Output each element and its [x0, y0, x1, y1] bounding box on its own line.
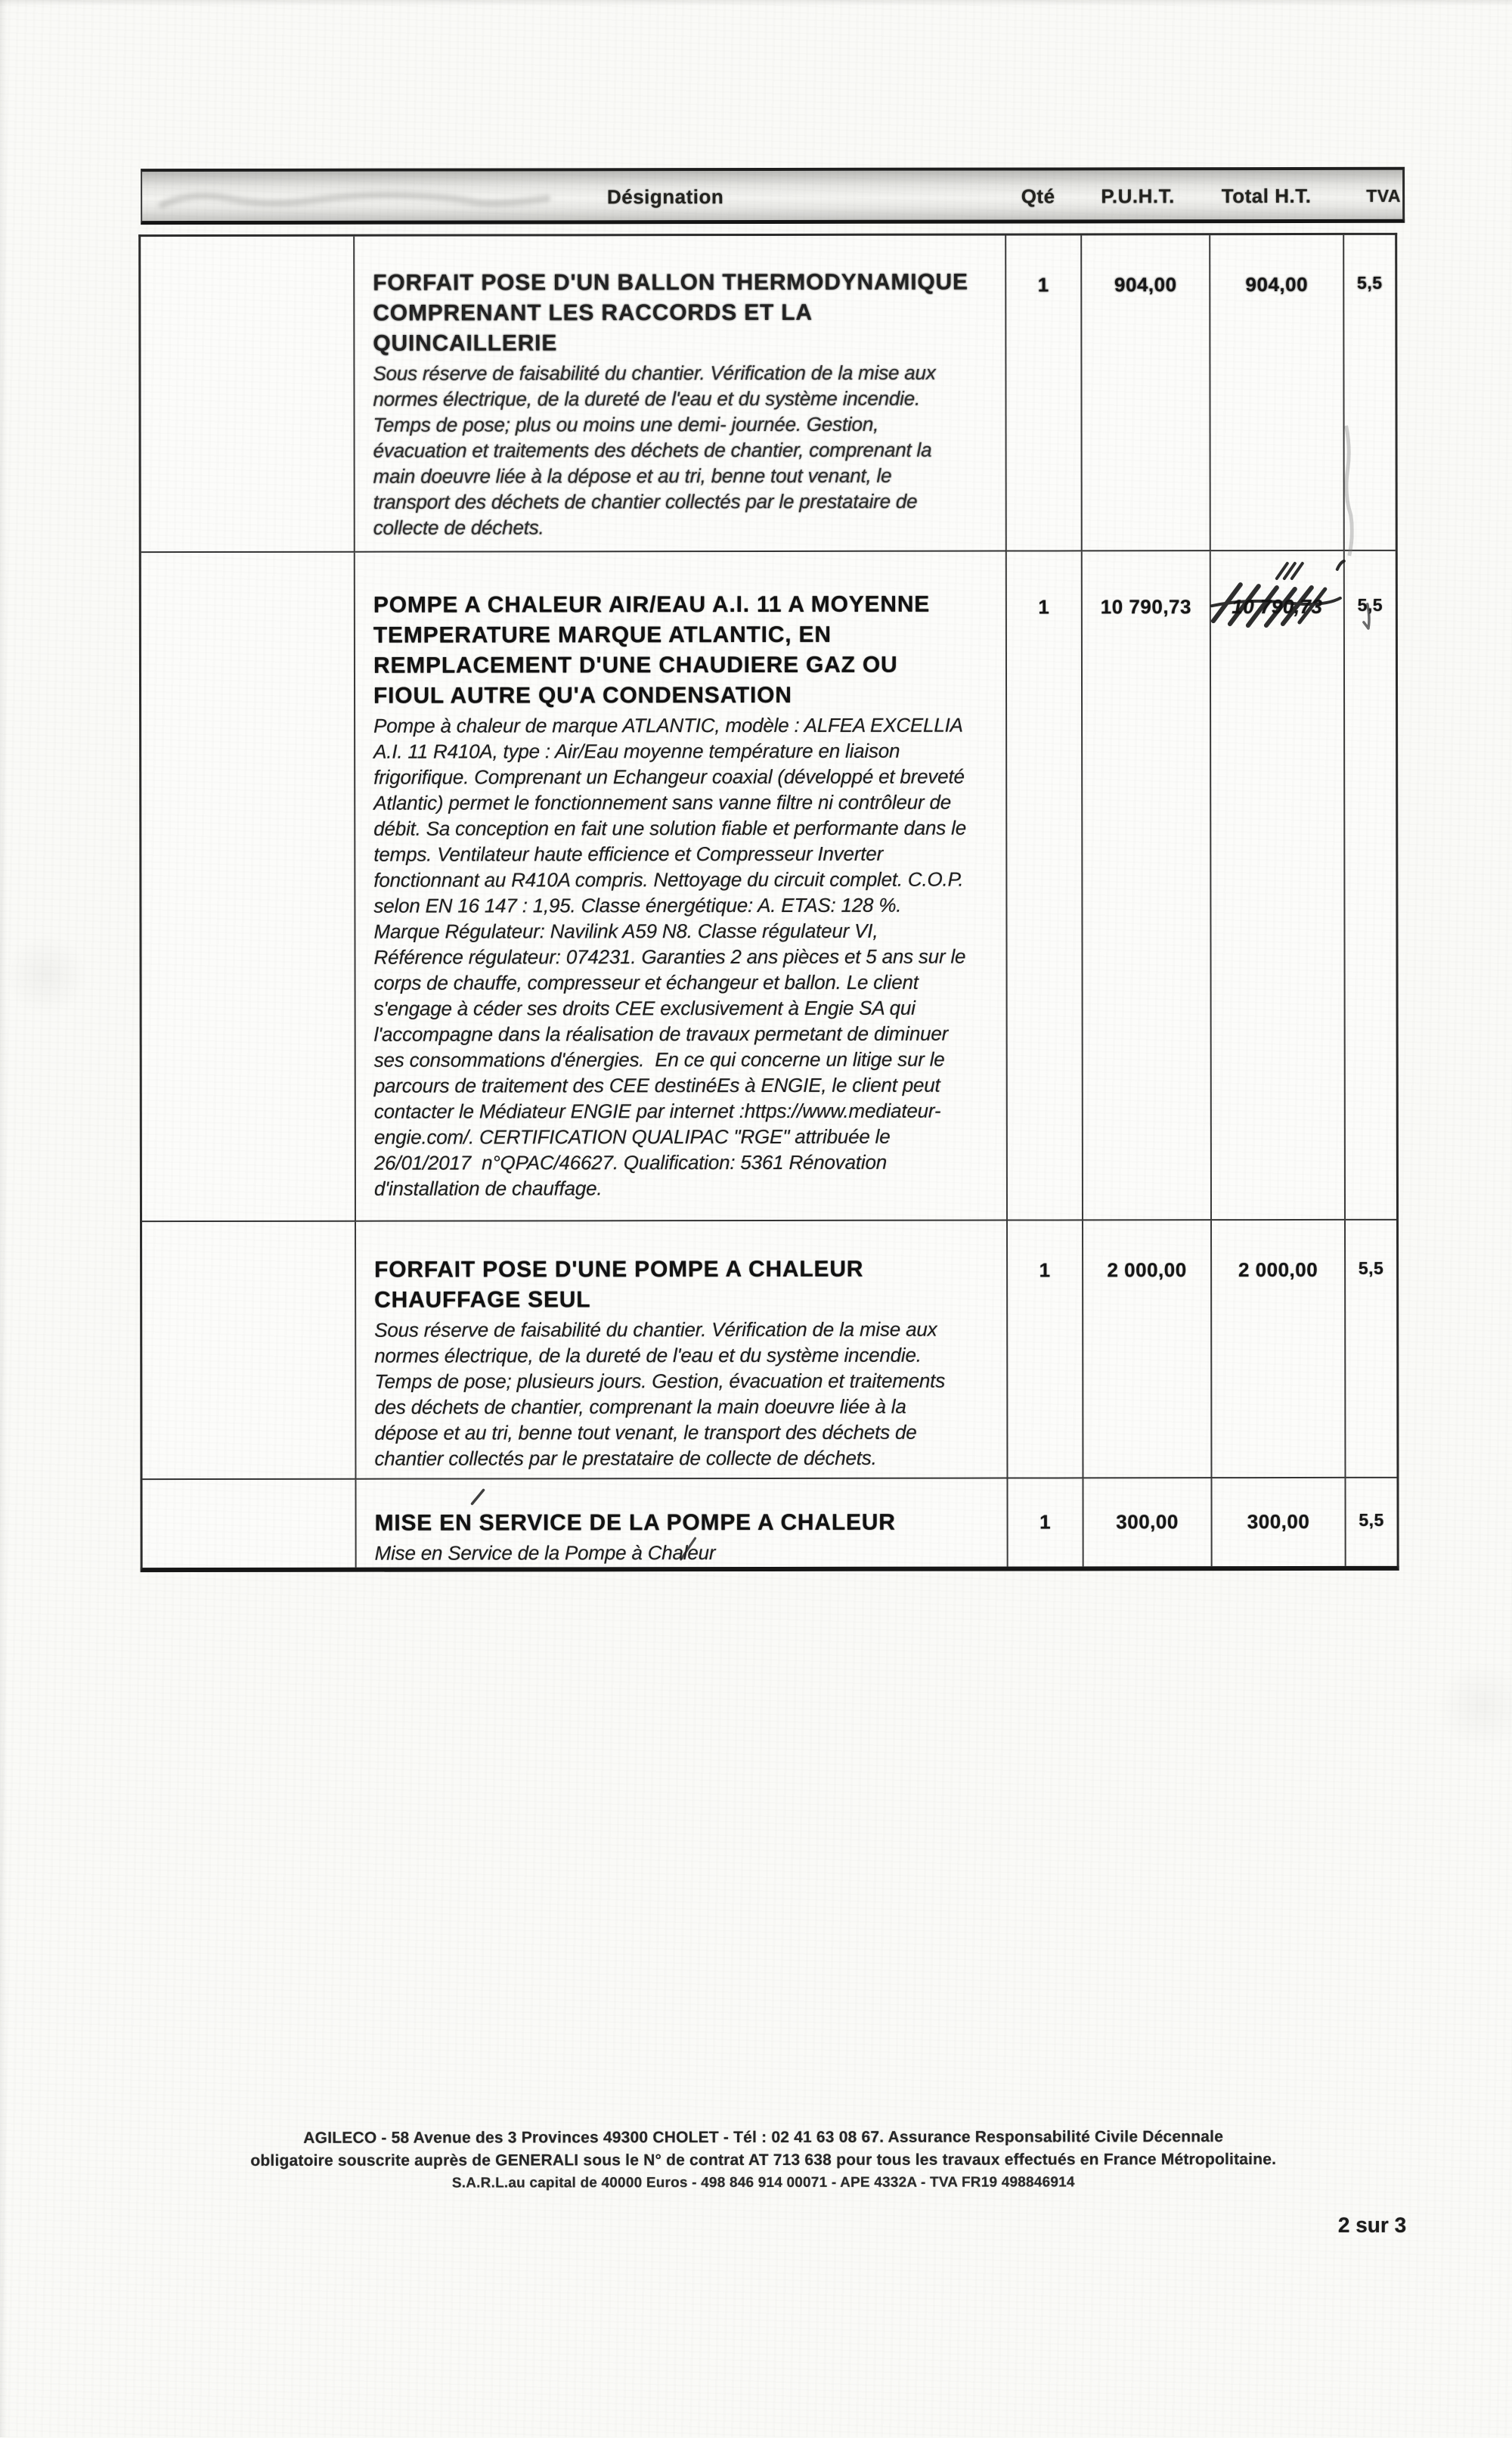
vat-value: 5,5 [1357, 272, 1383, 293]
row-1-unit-price-cell [1082, 235, 1211, 551]
footer-line-1: AGILECO - 58 Avenue des 3 Provinces 49300 CHOLET - Tél : 02 41 63 08 67. Assurance Responsabilité Civile Décennale [303, 2128, 1224, 2147]
column-header-total-ht: Total H.T. [1221, 184, 1312, 208]
vat-value: 5,5 [1359, 1509, 1384, 1530]
item-description: Mise en Service de la Pompe à Chaleur [374, 1541, 716, 1565]
row-4-vat-cell [1346, 1478, 1396, 1566]
vat-value: 5,5 [1357, 594, 1383, 615]
item-description: Sous réserve de faisabilité du chantier. Vérification de la mise aux normes électrique, de la dureté de l'eau et du système incendie. Temps de pose; plusieurs jours. Gestion, évacuation et traitements des déchets de chantier, comprenant la main doeuvre liée à la dépose et au tri, benne tout venant, le transport des déchets de chantier collectés par le prestataire de collecte de déchets. [374, 1317, 946, 1470]
row-4-total-cell [1212, 1478, 1346, 1566]
column-header-designation: Désignation [606, 185, 724, 209]
row-2-designation-cell [355, 552, 1008, 1222]
total-value: 300,00 [1247, 1509, 1310, 1534]
row-4-qty-cell [1008, 1478, 1083, 1566]
row-1-vat-cell [1344, 235, 1396, 551]
row-4-designation-cell [356, 1479, 1008, 1568]
total-value: 10 790,73 [1232, 594, 1323, 619]
unit-price-value: 904,00 [1114, 273, 1177, 296]
unit-price-value: 300,00 [1116, 1510, 1179, 1534]
row-2-total-cell [1211, 551, 1346, 1221]
column-header-vat: TVA [1366, 185, 1402, 206]
footer-line-2: obligatoire souscrite auprès de GENERALI sous le N° de contrat AT 713 638 pour tous les travaux effectués en France Métropolitaine. [250, 2151, 1277, 2170]
row-4-unit-price-cell [1083, 1478, 1212, 1566]
total-value: 2 000,00 [1238, 1258, 1318, 1282]
footer-line-3: S.A.R.L.au capital de 40000 Euros - 498 846 914 00071 - APE 4332A - TVA FR19 498846914 [451, 2174, 1075, 2191]
qty-value: 1 [1040, 1510, 1052, 1534]
company-footer [8, 2126, 1512, 2196]
qty-value: 1 [1038, 595, 1050, 619]
column-header-unit-price: P.U.H.T. [1101, 185, 1175, 208]
row-3-vat-cell [1346, 1221, 1396, 1478]
row-2-vat-cell [1345, 551, 1396, 1221]
item-title: POMPE A CHALEUR AIR/EAU A.I. 11 A MOYENNE TEMPERATURE MARQUE ATLANTIC, EN REMPLACEMENT D'UNE CHAUDIERE GAZ OU FIOUL AUTRE QU'A CONDENSATION [373, 591, 931, 709]
qty-value: 1 [1037, 273, 1049, 296]
row-1-designation-cell [355, 236, 1007, 553]
row-3-unit-price-cell [1083, 1221, 1212, 1478]
row-3-total-cell [1212, 1221, 1346, 1478]
line-items-table [138, 233, 1399, 1572]
row-2-code-cell [141, 553, 356, 1222]
row-1-code-cell [141, 237, 355, 553]
row-3-designation-cell [356, 1221, 1008, 1480]
row-2-qty-cell [1007, 551, 1083, 1221]
row-1-qty-cell [1006, 235, 1083, 551]
item-title: MISE EN SERVICE DE LA POMPE A CHALEUR [374, 1509, 896, 1536]
qty-value: 1 [1039, 1258, 1051, 1282]
column-header-qty: Qté [1021, 185, 1055, 208]
scan-ghost-smudge [157, 181, 550, 217]
item-description: Pompe à chaleur de marque ATLANTIC, modèle : ALFEA EXCELLIA A.I. 11 R410A, type : Air/Eau moyenne température en liaison frigorifique. Comprenant un Echangeur coaxial (développé et breveté Atlantic) permet le fonctionnement sans vanne filtre ni contrôleur de débit. Sa conception en fait une solution fiable et performante dans le temps. Ventilateur haute efficience et Compresseur Inverter fonctionnant au R410A compris. Nettoyage du circuit complet. C.O.P. selon EN 16 147 : 1,95. Classe énergétique: A. ETAS: 128 %. Marque Régulateur: Navilink A59 N8. Classe régulateur VI, Référence régulateur: 074231. Garanties 2 ans pièces et 5 ans sur le corps de chauffe, compresseur et échangeur et ballon. Le client s'engage à céder ses droits CEE exclusivement à Engie SA qui l'accompagne dans la réalisation de travaux permetant de diminuer ses consommations d'énergies. En ce qui concerne un litige sur le parcours de traitement des CEE destinéEs à ENGIE, le client peut contacter le Médiateur ENGIE par internet :https://www.mediateur- engie.com/. CERTIFICATION QUALIPAC "RGE" attribuée le 26/01/2017 n°QPAC/46627. Qualification: 5361 Rénovation d'installation de chauffage. [373, 713, 966, 1200]
vat-value: 5,5 [1358, 1258, 1384, 1278]
row-3-qty-cell [1008, 1221, 1083, 1478]
row-2-unit-price-cell [1083, 551, 1212, 1221]
unit-price-value: 2 000,00 [1107, 1258, 1187, 1282]
row-3-code-cell [142, 1222, 356, 1480]
item-title: FORFAIT POSE D'UN BALLON THERMODYNAMIQUE COMPRENANT LES RACCORDS ET LA QUINCAILLERIE [373, 269, 968, 356]
item-description: Sous réserve de faisabilité du chantier. Vérification de la mise aux normes électrique, de la dureté de l'eau et du système incendie. Temps de pose; plus ou moins une demi- journée. Gestion, évacuation et traitements des déchets de chantier, comprenant la main doeuvre liée à la dépose et au tri, benne tout venant, le transport des déchets de chantier collectés par le prestataire de collecte de déchets. [373, 361, 936, 539]
page-number: 2 sur 3 [1337, 2213, 1407, 2237]
table-column-header-bar [141, 167, 1405, 225]
item-title: FORFAIT POSE D'UNE POMPE A CHALEUR CHAUFFAGE SEUL [374, 1256, 864, 1313]
unit-price-value: 10 790,73 [1100, 595, 1191, 619]
row-1-total-cell [1210, 235, 1345, 551]
total-value: 904,00 [1245, 272, 1309, 296]
row-4-code-cell [142, 1480, 356, 1568]
